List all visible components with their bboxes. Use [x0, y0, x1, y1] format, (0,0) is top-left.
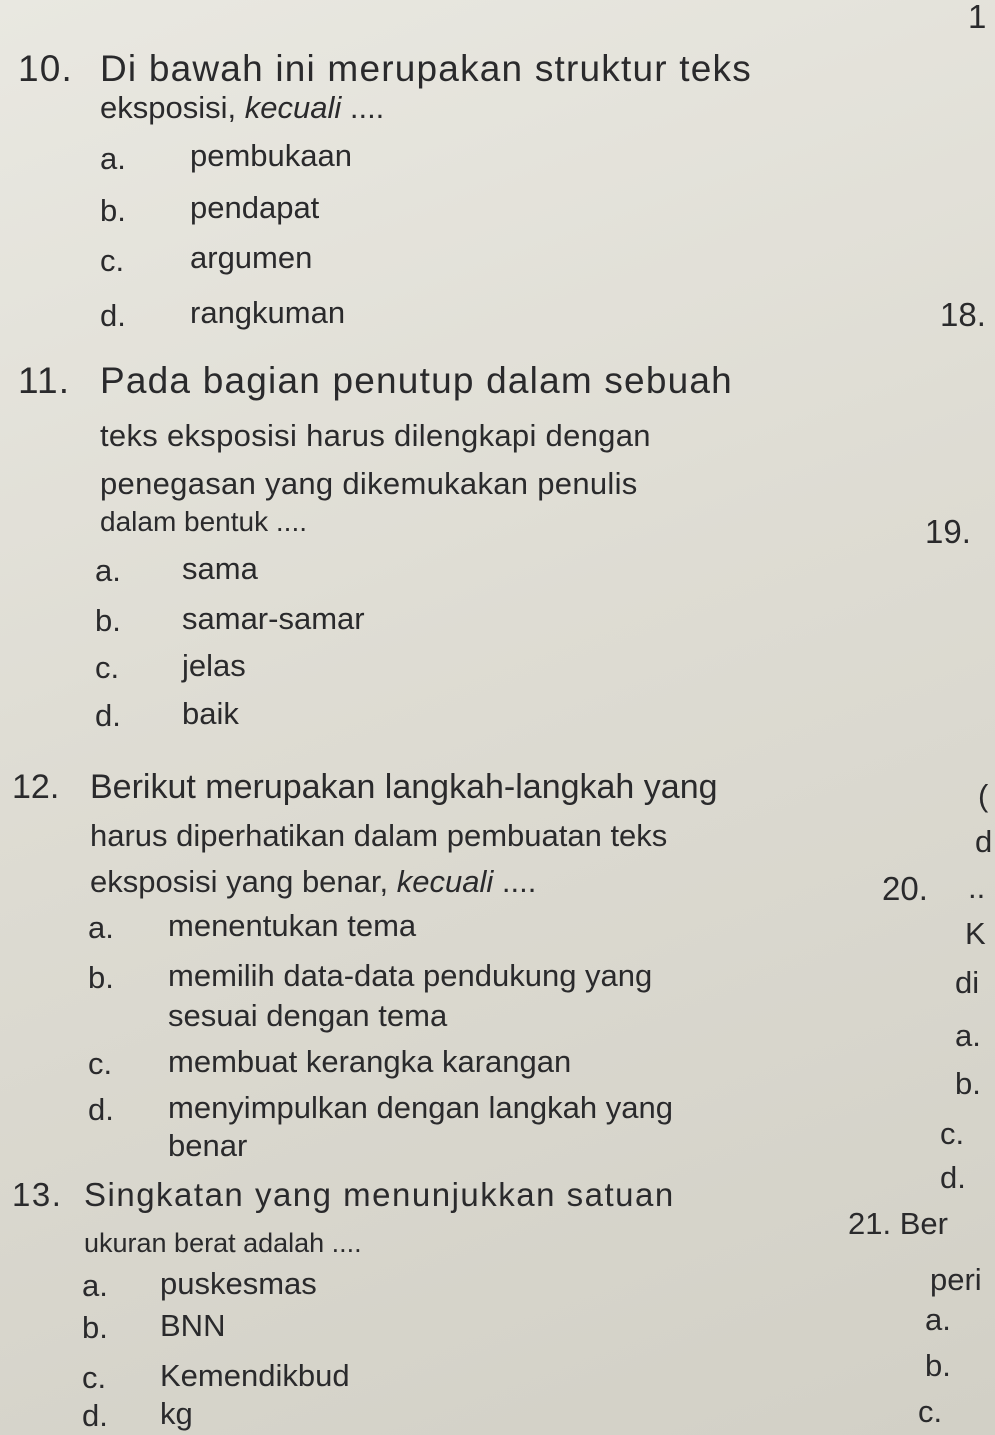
right-col-b: b.	[955, 1066, 981, 1101]
q13-option-a-letter: a.	[82, 1268, 108, 1303]
q10-option-b-text: pendapat	[190, 190, 320, 225]
q10-option-b-letter: b.	[100, 193, 126, 228]
right-col-c2: c.	[918, 1394, 943, 1429]
right-col-k: K	[965, 916, 986, 951]
right-col-b2: b.	[925, 1348, 951, 1383]
question-10-line-1: Di bawah ini merupakan struktur teks	[100, 48, 752, 89]
q11-option-c-text: jelas	[182, 648, 246, 683]
q13-option-d-letter: d.	[82, 1398, 108, 1433]
q12-option-b-text-continued: sesuai dengan tema	[168, 998, 448, 1033]
q10-option-a-letter: a.	[100, 141, 126, 176]
question-11-line-4: dalam bentuk ....	[100, 506, 308, 537]
question-11-line-1: Pada bagian penutup dalam sebuah	[100, 360, 733, 401]
right-col-20: 20.	[882, 870, 928, 907]
right-col-di: di	[955, 965, 980, 1000]
q10-option-d-letter: d.	[100, 298, 126, 333]
q13-option-b-letter: b.	[82, 1310, 108, 1345]
q13-option-c-text: Kemendikbud	[160, 1358, 350, 1393]
q11-option-c-letter: c.	[95, 650, 120, 685]
q11-option-d-text: baik	[182, 696, 239, 731]
right-col-d: d	[975, 824, 993, 859]
question-10-line-2: eksposisi, kecuali ....	[100, 90, 385, 125]
question-12-number: 12.	[12, 768, 60, 806]
right-col-18: 18.	[940, 296, 986, 333]
right-col-paren: (	[978, 778, 989, 813]
q10-option-d-text: rangkuman	[190, 295, 346, 330]
right-col-peri: peri	[930, 1262, 982, 1297]
q12-option-d-letter: d.	[88, 1092, 114, 1127]
q12-option-b-letter: b.	[88, 960, 114, 995]
right-col-a2: a.	[925, 1302, 951, 1337]
q13-option-a-text: puskesmas	[160, 1266, 317, 1301]
right-col-dots: ..	[968, 870, 986, 905]
question-12-line-3: eksposisi yang benar, kecuali ....	[90, 864, 537, 899]
q10-option-c-text: argumen	[190, 240, 313, 275]
right-col-c: c.	[940, 1116, 965, 1151]
q12-option-a-letter: a.	[88, 910, 114, 945]
kecuali-emphasis: kecuali	[396, 864, 494, 899]
q11-option-a-text: sama	[182, 551, 258, 586]
q12-option-a-text: menentukan tema	[168, 908, 417, 943]
right-col-19: 19.	[925, 513, 971, 550]
q11-option-d-letter: d.	[95, 698, 121, 733]
question-13-line-1: Singkatan yang menunjukkan satuan	[84, 1176, 675, 1213]
corner-number: 1	[968, 0, 987, 35]
question-11-line-2: teks eksposisi harus dilengkapi dengan	[100, 418, 651, 453]
q12-option-d-text-continued: benar	[168, 1128, 248, 1163]
right-col-a: a.	[955, 1018, 981, 1053]
q13-option-c-letter: c.	[82, 1360, 107, 1395]
question-13-line-2: ukuran berat adalah ....	[84, 1228, 362, 1258]
question-11-number: 11.	[18, 360, 71, 401]
kecuali-emphasis: kecuali	[244, 90, 342, 125]
question-12-line-1: Berikut merupakan langkah-langkah yang	[90, 768, 718, 806]
right-col-d2: d.	[940, 1160, 966, 1195]
q12-option-c-letter: c.	[88, 1046, 113, 1081]
q13-option-d-text: kg	[160, 1396, 193, 1431]
q12-option-b-text: memilih data-data pendukung yang	[168, 958, 653, 993]
q10-option-a-text: pembukaan	[190, 138, 353, 173]
question-11-line-3: penegasan yang dikemukakan penulis	[100, 466, 638, 501]
q12-option-d-text: menyimpulkan dengan langkah yang	[168, 1090, 673, 1125]
q12-option-c-text: membuat kerangka karangan	[168, 1044, 572, 1079]
question-10-number: 10.	[18, 48, 74, 89]
q13-option-b-text: BNN	[160, 1308, 226, 1343]
q10-option-c-letter: c.	[100, 243, 125, 278]
q11-option-b-text: samar-samar	[182, 601, 365, 636]
q11-option-b-letter: b.	[95, 603, 121, 638]
question-12-line-2: harus diperhatikan dalam pembuatan teks	[90, 818, 668, 853]
question-13-number: 13.	[12, 1176, 63, 1213]
q11-option-a-letter: a.	[95, 553, 121, 588]
right-col-21: 21. Ber	[848, 1206, 948, 1241]
